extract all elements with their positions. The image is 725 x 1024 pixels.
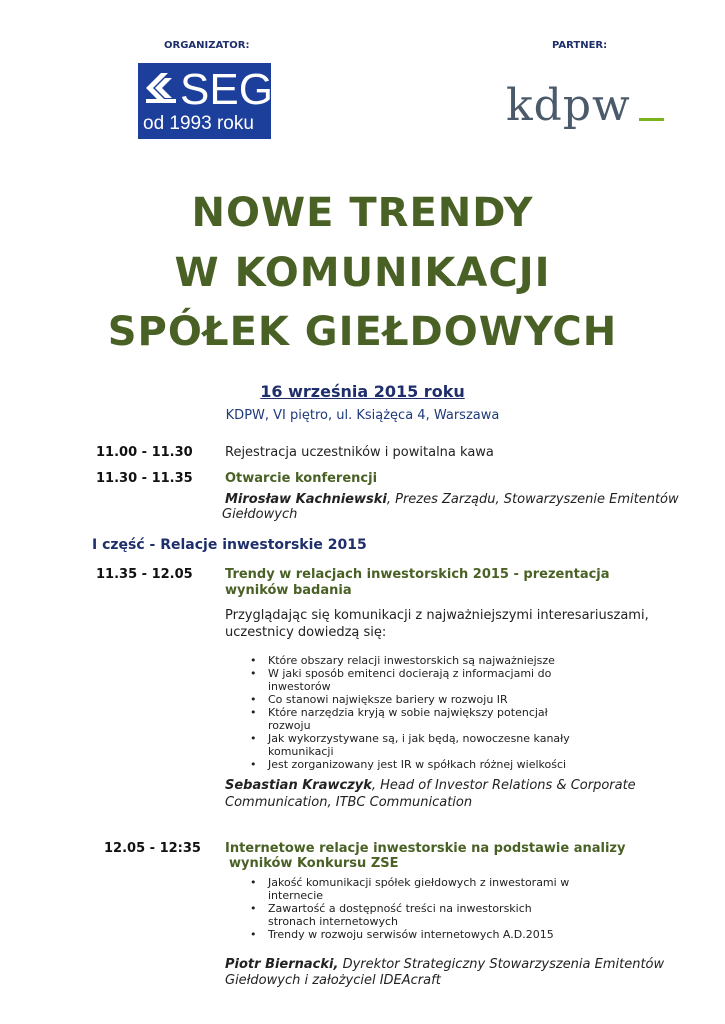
- speaker-4-role-1: Dyrektor Strategiczny Stowarzyszenia Emitentów: [338, 957, 665, 972]
- title-line-1: NOWE TRENDY: [191, 190, 534, 236]
- agenda-time-4: 12.05 - 12:35: [104, 841, 201, 856]
- agenda-time-2: 11.30 - 11.35: [96, 471, 193, 486]
- agenda-title-2: Otwarcie konferencji: [225, 471, 378, 486]
- intro-3-line-2: uczestnicy dowiedzą się:: [225, 625, 387, 640]
- speaker-4: [225, 956, 664, 973]
- seg-brand: SEG: [180, 65, 273, 114]
- list-item: • Co stanowi największe bariery w rozwoju IR: [248, 693, 593, 706]
- list-item: • Jak wykorzystywane są, i jak będą, nowoczesne kanały komunikacji: [248, 732, 593, 758]
- kdpw-logo-text: kdpw: [506, 80, 631, 131]
- list-item: • Które obszary relacji inwestorskich są najważniejsze: [248, 654, 593, 667]
- list-item: • Jest zorganizowany jest IR w spółkach różnej wielkości: [248, 758, 593, 771]
- kdpw-logo-underscore: [639, 118, 664, 121]
- list-item: • Jakość komunikacji spółek giełdowych z inwestorami w internecie: [248, 876, 578, 902]
- speaker-4-role-2: Giełdowych i założyciel IDEAcraft: [225, 973, 441, 988]
- seg-since: od 1993 roku: [143, 113, 254, 134]
- list-item: • Zawartość a dostępność treści na inwestorskich stronach internetowych: [248, 902, 578, 928]
- bullet-list-3: [248, 654, 593, 771]
- list-item: • Trendy w rozwoju serwisów internetowych A.D.2015: [248, 928, 578, 941]
- title-line-2: W KOMUNIKACJI: [174, 250, 551, 296]
- agenda-title-3-line-2: wyników badania: [225, 583, 352, 598]
- bullet-list-4: [248, 876, 578, 941]
- section-heading-1: I część - Relacje inwestorskie 2015: [92, 537, 367, 553]
- speaker-2-role-2: Giełdowych: [222, 507, 298, 522]
- agenda-title-4-line-1: Internetowe relacje inwestorskie na podstawie analizy: [225, 841, 626, 856]
- speaker-3: [225, 777, 636, 794]
- list-item: • Które narzędzia kryją w sobie największy potencjał rozwoju: [248, 706, 593, 732]
- list-item: • W jaki sposób emitenci docierają z informacjami do inwestorów: [248, 667, 593, 693]
- event-date: 16 września 2015 roku: [260, 382, 465, 401]
- agenda-text-1: Rejestracja uczestników i powitalna kawa: [225, 445, 494, 460]
- speaker-3-name: Sebastian Krawczyk: [225, 778, 372, 793]
- agenda-time-3: 11.35 - 12.05: [96, 567, 193, 582]
- speaker-3-role-2: Communication, ITBC Communication: [225, 795, 473, 810]
- agenda-time-1: 11.00 - 11.30: [96, 445, 193, 460]
- agenda-title-4-line-2: wyników Konkursu ZSE: [229, 856, 399, 871]
- title-line-3: SPÓŁEK GIEŁDOWYCH: [107, 309, 618, 355]
- event-venue: KDPW, VI piętro, ul. Książęca 4, Warszawa: [225, 408, 500, 423]
- seg-mark-icon: [144, 71, 178, 105]
- agenda-title-3-line-1: Trendy w relacjach inwestorskich 2015 - prezentacja: [225, 567, 610, 582]
- speaker-2-name: Mirosław Kachniewski: [225, 492, 387, 507]
- partner-label: PARTNER:: [552, 40, 608, 51]
- intro-3-line-1: Przyglądając się komunikacji z najważniejszymi interesariuszami,: [225, 608, 649, 623]
- organizer-label: ORGANIZATOR:: [164, 40, 250, 51]
- speaker-3-role-1: , Head of Investor Relations & Corporate: [371, 778, 636, 793]
- speaker-4-name: Piotr Biernacki,: [225, 957, 339, 972]
- seg-logo: [138, 63, 271, 139]
- speaker-2-role-1: , Prezes Zarządu, Stowarzyszenie Emitentów: [386, 492, 679, 507]
